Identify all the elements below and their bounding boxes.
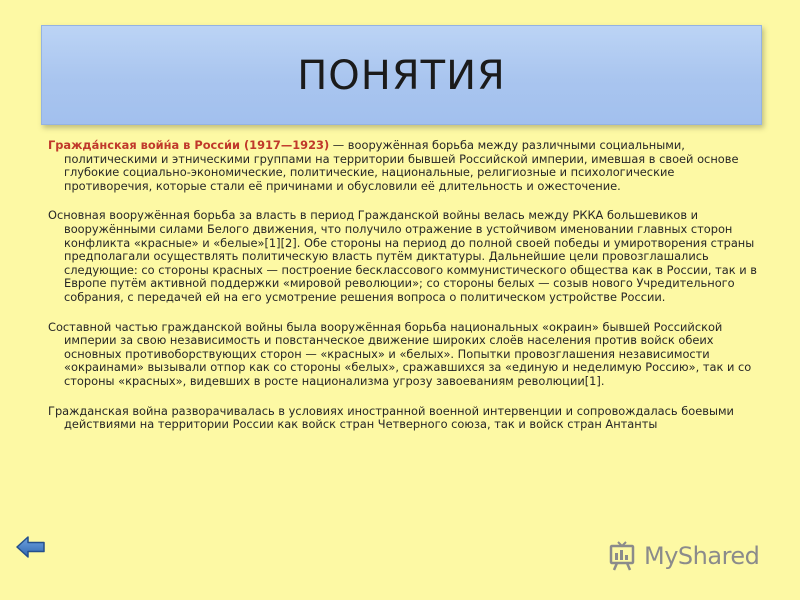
- paragraph-1: [48, 139, 760, 193]
- paragraph-4: [48, 405, 760, 432]
- arrow-left-icon: [16, 535, 46, 559]
- definition-term: Гражда́нская войн́а в Росси́и (1917—1923): [48, 138, 330, 152]
- title-banner: [41, 25, 762, 125]
- back-button[interactable]: [16, 535, 46, 559]
- slide-title: ПОНЯТИЯ: [297, 53, 506, 99]
- watermark-brand: MyShared: [644, 542, 760, 570]
- myshared-watermark: [606, 536, 766, 576]
- paragraph-1-text: — вооружённая борьба между различными социальными, политическими и этническими группами на территории бывшей Российской империи, имевшая в своей основе глубокие социально-экономические, политические, национальные, религиозные и психологические противоречия, которые стали её причинами и обусловили её длительность и ожесточение.: [64, 138, 739, 193]
- paragraph-3: [48, 321, 760, 389]
- paragraph-2-text: Основная вооружённая борьба за власть в период Гражданской войны велась между РККА большевиков и вооружёнными силами Белого движения, что получило отражение в устойчивом именовании главных сторон конфликта «красные» и «белые»[1][2]. Обе стороны на период до полной своей победы и умиротворения страны предполагали осуществлять политическую власть путём диктатуры. Дальнейшие цели провозглашались следующие: со стороны красных — построение бесклассового коммунистического общества как в России, так и в Европе путём активной поддержки «мировой революции»; со стороны белых — созыв нового Учредительного собрания, с передачей ей на его усмотрение решения вопроса о политическом устройстве России.: [48, 208, 757, 304]
- paragraph-3-text: Составной частью гражданской войны была вооружённая борьба национальных «окраин» бывшей Российской империи за свою независимость и повстанческое движение широких слоёв населения против войск обеих основных противоборствующих сторон — «красных» и «белых». Попытки провозглашения независимости «окраинами» вызывали отпор как со стороны «белых», сражавшихся за «единую и неделимую Россию», так и со стороны «красных», видевших в росте национализма угрозу завоеваниям революции[1].: [48, 319, 752, 388]
- myshared-logo-icon: [606, 539, 640, 573]
- paragraph-4-text: Гражданская война разворачивалась в условиях иностранной военной интервенции и сопровождалась боевыми действиями на территории России как войск стран Четверного союза, так и войск стран Антанты: [48, 403, 734, 432]
- slide-body: [48, 139, 760, 448]
- paragraph-2: [48, 209, 760, 304]
